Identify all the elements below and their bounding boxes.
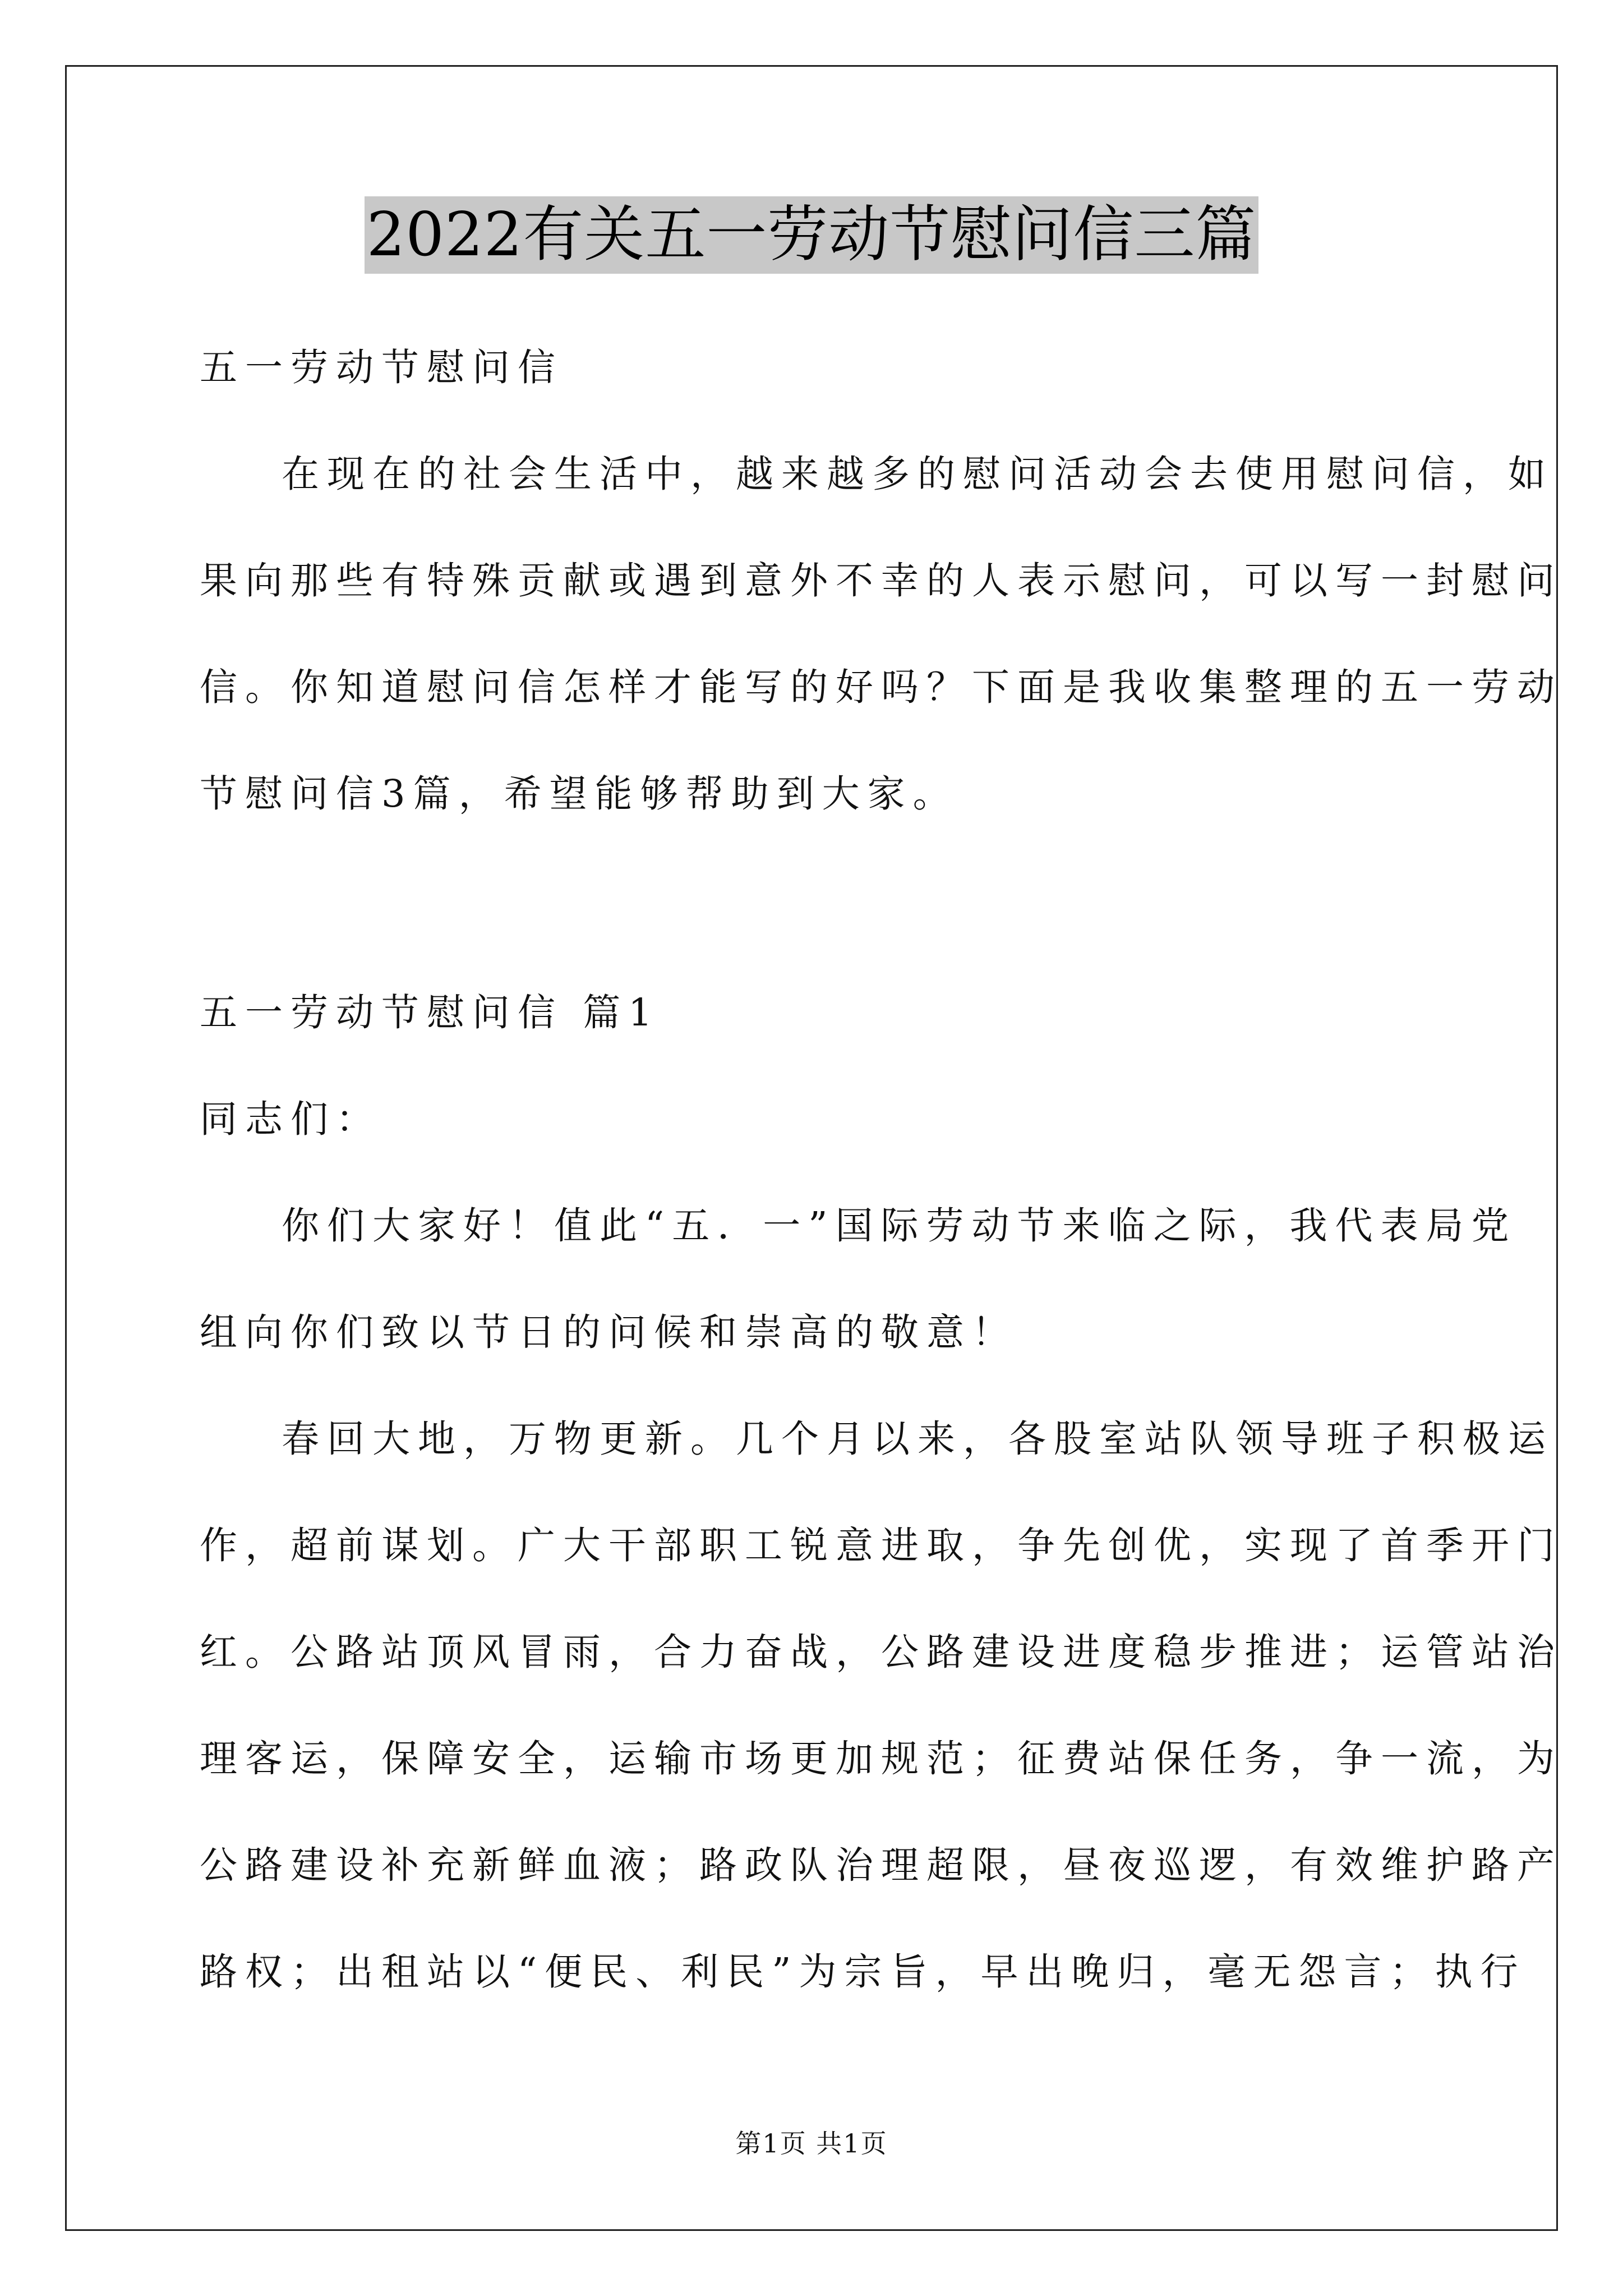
intro-line: 节慰问信3篇，希望能够帮助到大家。 <box>200 772 958 816</box>
paragraph-line: 红。公路站顶风冒雨，合力奋战，公路建设进度稳步推进；运管站治 <box>200 1630 1562 1674</box>
document-body <box>200 314 1562 2025</box>
paragraph-line: 你们大家好！值此“五．一”国际劳动节来临之际，我代表局党 <box>282 1204 1517 1248</box>
section-spacer <box>200 847 1439 959</box>
paragraph-line: 作，超前谋划。广大干部职工锐意进取，争先创优，实现了首季开门 <box>200 1524 1562 1567</box>
salutation: 同志们： <box>200 1097 381 1141</box>
intro-heading: 五一劳动节慰问信 <box>200 346 563 389</box>
paragraph-line: 理客运，保障安全，运输市场更加规范；征费站保任务，争一流，为 <box>200 1737 1562 1780</box>
paragraph-line: 路权；出租站以“便民、利民”为宗旨，早出晚归，毫无怨言；执行 <box>200 1950 1526 1994</box>
intro-line: 信。你知道慰问信怎样才能写的好吗？下面是我收集整理的五一劳动 <box>200 665 1562 709</box>
section-heading: 五一劳动节慰问信 篇1 <box>200 991 660 1034</box>
paragraph-line: 公路建设补充新鲜血液；路政队治理超限，昼夜巡逻，有效维护路产 <box>200 1843 1562 1887</box>
paragraph-line: 组向你们致以节日的问候和崇高的敬意！ <box>200 1310 1017 1354</box>
intro-line: 在现在的社会生活中，越来越多的慰问活动会去使用慰问信，如 <box>282 452 1553 496</box>
intro-line: 果向那些有特殊贡献或遇到意外不幸的人表示慰问，可以写一封慰问 <box>200 559 1562 602</box>
page-footer: 第1页 共1页 <box>735 2128 888 2159</box>
paragraph-line: 春回大地，万物更新。几个月以来，各股室站队领导班子积极运 <box>282 1417 1553 1461</box>
document-title: 2022有关五一劳动节慰问信三篇 <box>365 196 1259 274</box>
title-wrap <box>0 196 1623 274</box>
